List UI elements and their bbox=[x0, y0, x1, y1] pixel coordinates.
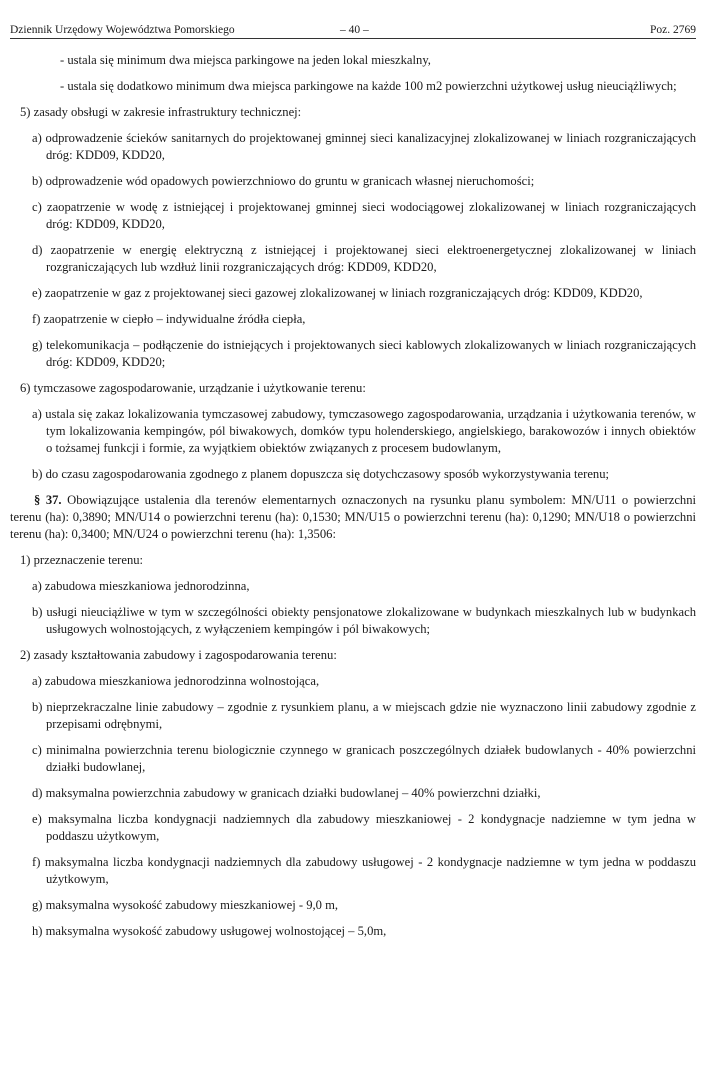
dash-item: - ustala się minimum dwa miejsca parkingowe na jeden lokal mieszkalny, bbox=[60, 53, 431, 67]
lettered-item: d) zaopatrzenie w energię elektryczną z istniejącej i projektowanej sieci elektroenergetycznej zlokalizowanej w liniach rozgraniczających lub wzdłuż linii rozgraniczających dróg: KDD09, KDD20, bbox=[32, 243, 696, 274]
lettered-item: g) telekomunikacja – podłączenie do istniejących i projektowanych sieci kablowych zlokalizowanych w liniach rozgraniczających dróg: KDD09, KDD20; bbox=[32, 338, 696, 369]
lettered-item: a) odprowadzenie ścieków sanitarnych do projektowanej gminnej sieci kanalizacyjnej zlokalizowanej w liniach rozgraniczających dróg: KDD09, KDD20, bbox=[32, 131, 696, 162]
numbered-item: 2) zasady kształtowania zabudowy i zagospodarowania terenu: bbox=[20, 648, 337, 662]
lettered-item: f) maksymalna liczba kondygnacji nadziemnych dla zabudowy usługowej - 2 kondygnacje nadziemne w tym jedna w poddaszu użytkowym, bbox=[32, 855, 696, 886]
lettered-item: a) ustala się zakaz lokalizowania tymczasowej zabudowy, tymczasowego zagospodarowania, urządzania i użytkowania terenów, w tym lokalizowania kempingów, pól biwakowych, domków typu holenderskiego, angielskiego, barakowozów i innych obiektów o tożsamej funkcji i formie, za wyjątkiem obiektów związanych z procesem budowlanym, bbox=[32, 407, 696, 455]
lettered-item: b) odprowadzenie wód opadowych powierzchniowo do gruntu w granicach własnej nieruchomości; bbox=[32, 174, 535, 188]
lettered-item: b) usługi nieuciążliwe w tym w szczególności obiekty pensjonatowe zlokalizowane w budynkach mieszkalnych lub w budynkach usługowych wolnostojących, z wyłączeniem kempingów i pól biwakowych; bbox=[32, 605, 696, 636]
lettered-item: c) zaopatrzenie w wodę z istniejącej i projektowanej gminnej sieci wodociągowej zlokalizowanej w liniach rozgraniczających dróg: KDD09, KDD20, bbox=[32, 200, 696, 231]
paragraph-number: § 37. bbox=[34, 493, 62, 507]
lettered-item: e) maksymalna liczba kondygnacji nadziemnych dla zabudowy mieszkaniowej - 2 kondygnacje nadziemne w tym jedna w poddaszu użytkowym, bbox=[32, 812, 696, 843]
lettered-item: a) zabudowa mieszkaniowa jednorodzinna, bbox=[32, 579, 250, 593]
journal-title: Dziennik Urzędowy Województwa Pomorskiego bbox=[10, 24, 235, 36]
lettered-item: g) maksymalna wysokość zabudowy mieszkaniowej - 9,0 m, bbox=[32, 898, 339, 912]
lettered-item: f) zaopatrzenie w ciepło – indywidualne źródła ciepła, bbox=[32, 312, 306, 326]
lettered-item: a) zabudowa mieszkaniowa jednorodzinna wolnostojąca, bbox=[32, 674, 320, 688]
document-body bbox=[10, 52, 696, 949]
lettered-item: d) maksymalna powierzchnia zabudowy w granicach działki budowlanej – 40% powierzchni działki, bbox=[32, 786, 541, 800]
lettered-item: b) do czasu zagospodarowania zgodnego z planem dopuszcza się dotychczasowy sposób wykorzystywania terenu; bbox=[32, 467, 610, 481]
lettered-item: c) minimalna powierzchnia terenu biologicznie czynnego w granicach poszczególnych działek budowlanych - 40% powierzchni działki budowlanej, bbox=[32, 743, 696, 774]
page-header bbox=[10, 23, 696, 39]
page-number: – 40 – bbox=[340, 24, 369, 36]
paragraph-37 bbox=[10, 492, 696, 543]
dash-item: - ustala się dodatkowo minimum dwa miejsca parkingowe na każde 100 m2 powierzchni użytkowej usług nieuciążliwych; bbox=[60, 79, 677, 93]
lettered-item: b) nieprzekraczalne linie zabudowy – zgodnie z rysunkiem planu, a w miejscach gdzie nie wyznaczono linii zabudowy zgodnie z przepisami odrębnymi, bbox=[32, 700, 696, 731]
numbered-item: 6) tymczasowe zagospodarowanie, urządzanie i użytkowanie terenu: bbox=[20, 381, 366, 395]
lettered-item: e) zaopatrzenie w gaz z projektowanej sieci gazowej zlokalizowanej w liniach rozgraniczających dróg: KDD09, KDD20, bbox=[32, 286, 643, 300]
lettered-item: h) maksymalna wysokość zabudowy usługowej wolnostojącej – 5,0m, bbox=[32, 924, 387, 938]
position-number: Poz. 2769 bbox=[650, 24, 696, 36]
numbered-item: 1) przeznaczenie terenu: bbox=[20, 553, 144, 567]
paragraph-text: Obowiązujące ustalenia dla terenów elementarnych oznaczonych na rysunku planu symbolem: MN/U11 o powierzchni terenu (ha): 0,3890; MN/U14 o powierzchni terenu (ha): 0,1530; MN/U15 o powierzchni terenu (ha): 0,1290; MN/U18 o powierzchni terenu (ha): 0,3400; MN/U24 o powierzchni terenu (ha): 1,3506: bbox=[10, 493, 696, 541]
numbered-item: 5) zasady obsługi w zakresie infrastruktury technicznej: bbox=[20, 105, 302, 119]
